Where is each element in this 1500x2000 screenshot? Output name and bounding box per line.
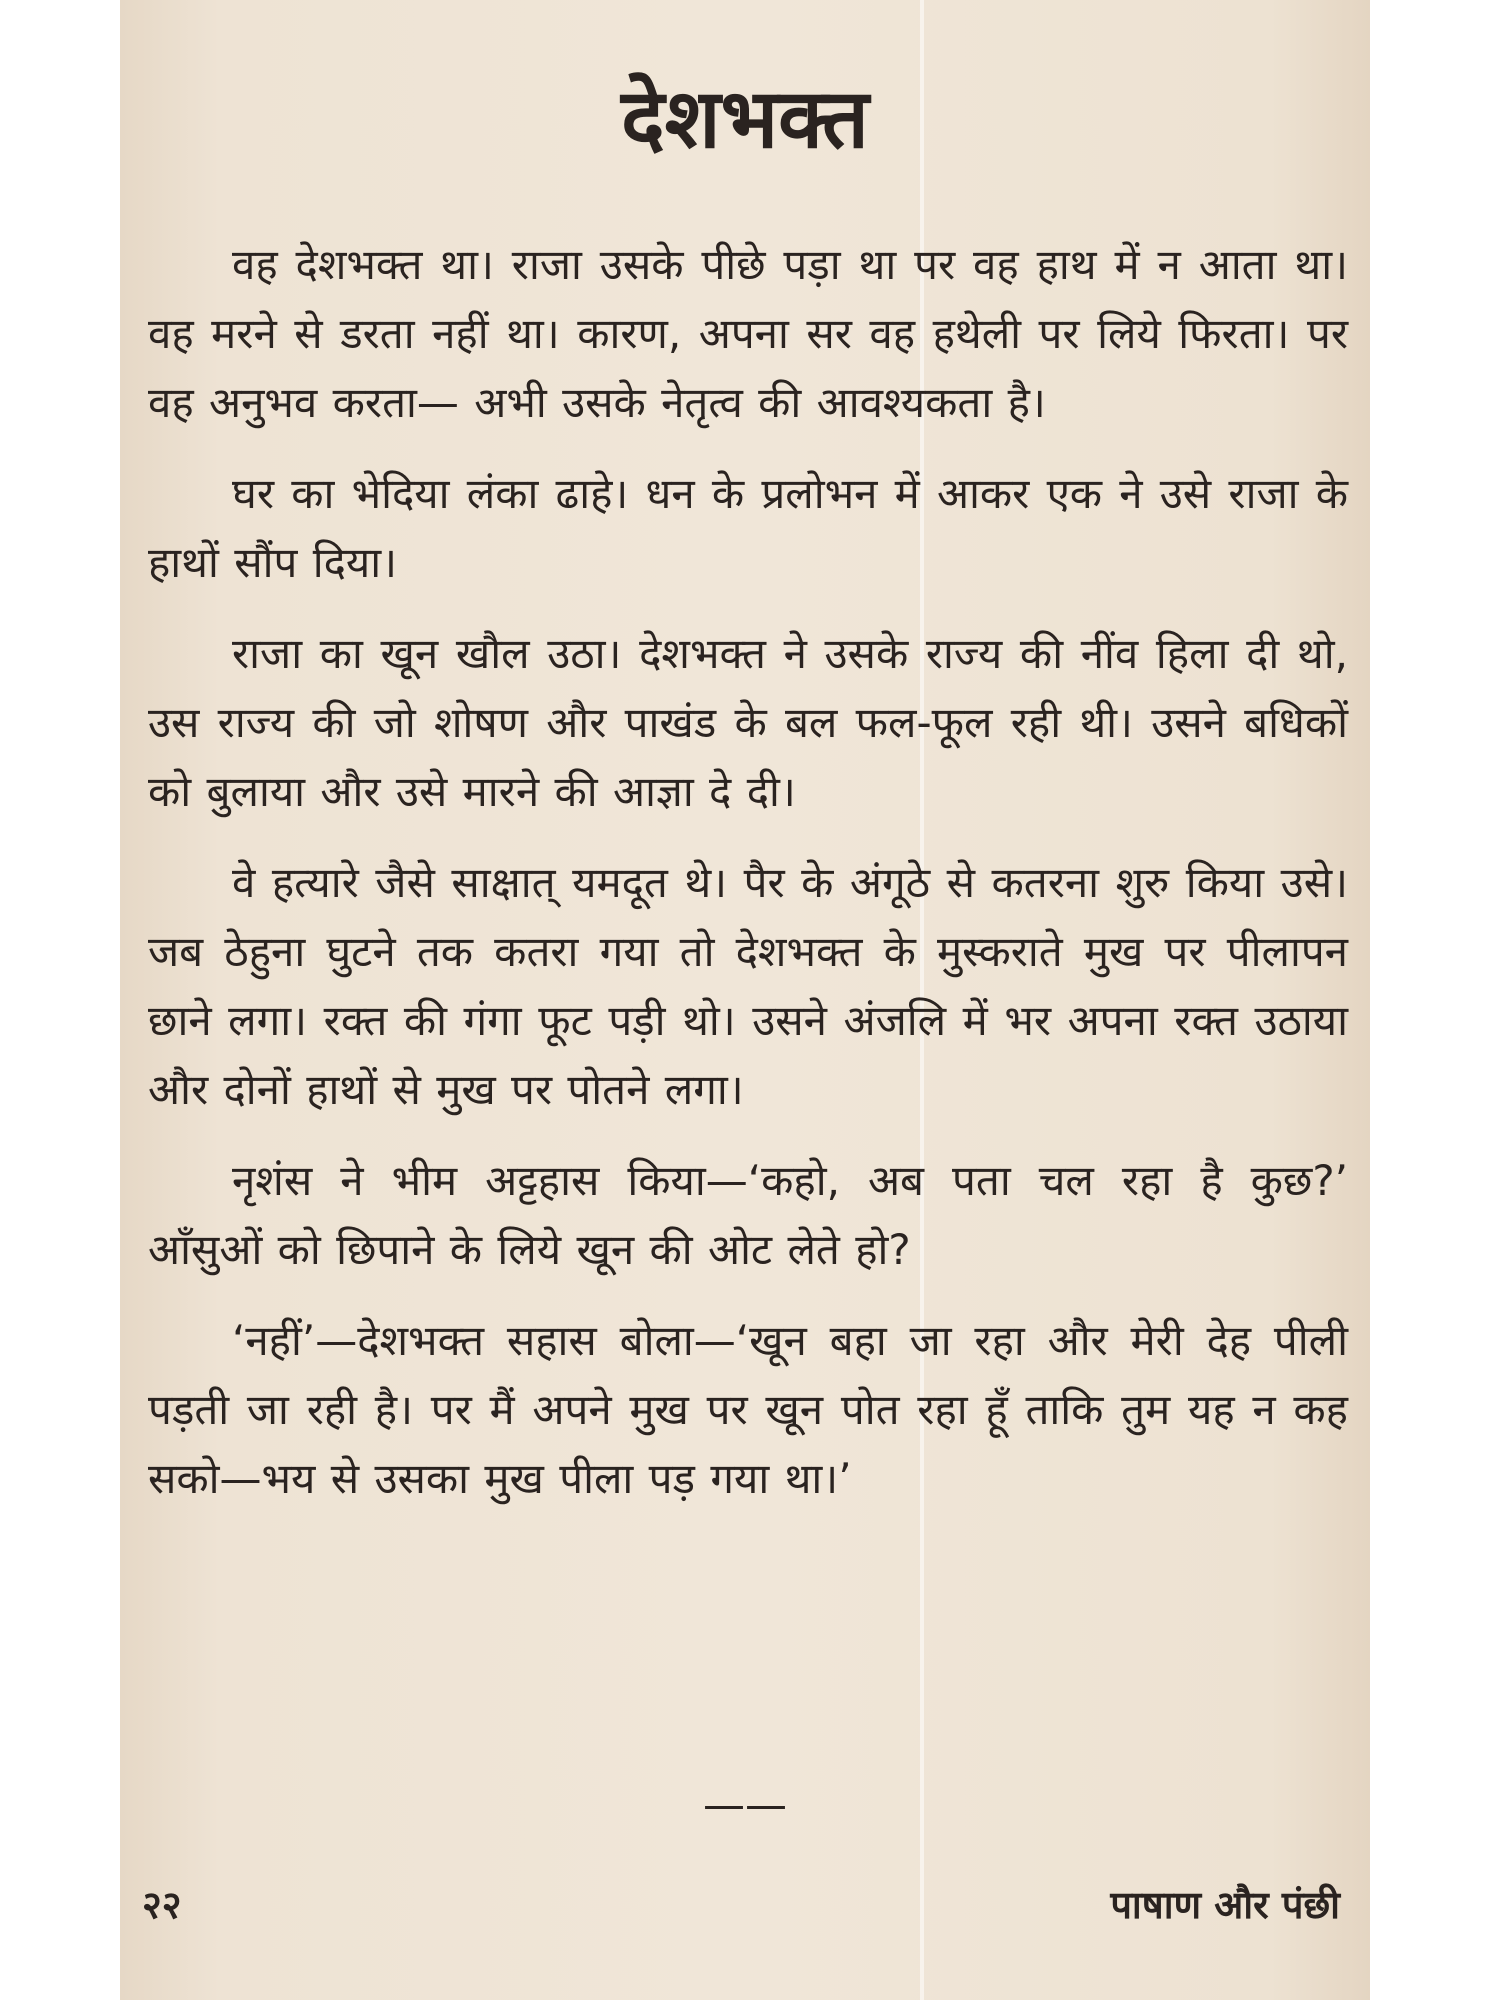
paragraph-6: ‘नहीं’—देशभक्त सहास बोला—‘खून बहा जा रहा और मेरी देह पीली पड़ती जा रही है। पर मैं अपने मुख पर खून पोत रहा हूँ ताकि तुम यह न कह सको—भय से उसका मुख पीला पड़ गया था।’ (148, 1316, 1348, 1503)
end-mark: —— (703, 1780, 787, 1829)
paragraph-1: वह देशभक्त था। राजा उसके पीछे पड़ा था पर वह हाथ में न आता था। वह मरने से डरता नहीं था। कारण, अपना सर वह हथेली पर लिये फिरता। पर वह अनुभव करता— अभी उसके नेतृत्व की आवश्यकता है। (148, 240, 1348, 427)
chapter-title: देशभक्त (621, 72, 869, 167)
paragraph-3: राजा का खून खौल उठा। देशभक्त ने उसके राज्य की नींव हिला दी थो, उस राज्य की जो शोषण और पाखंड के बल फल-फूल रही थी। उसने बधिकों को बुलाया और उसे मारने की आज्ञा दे दी। (148, 629, 1348, 816)
page-number: २२ (142, 1883, 182, 1927)
running-footer-book-title: पाषाण और पंछी (1110, 1883, 1340, 1927)
paragraph-2: घर का भेदिया लंका ढाहे। धन के प्रलोभन में आकर एक ने उसे राजा के हाथों सौंप दिया। (148, 469, 1348, 587)
book-page (120, 0, 1370, 2000)
body-text (148, 230, 1348, 1535)
paragraph-5: नृशंस ने भीम अट्टहास किया—‘कहो, अब पता चल रहा है कुछ?’ आँसुओं को छिपाने के लिये खून की ओट लेते हो? (148, 1156, 1348, 1274)
paragraph-4: वे हत्यारे जैसे साक्षात् यमदूत थे। पैर के अंगूठे से कतरना शुरु किया उसे। जब ठेहुना घुटने तक कतरा गया तो देशभक्त के मुस्कराते मुख पर पीलापन छाने लगा। रक्त की गंगा फूट पड़ी थो। उसने अंजलि में भर अपना रक्त उठाया और दोनों हाथों से मुख पर पोतने लगा। (148, 858, 1348, 1114)
